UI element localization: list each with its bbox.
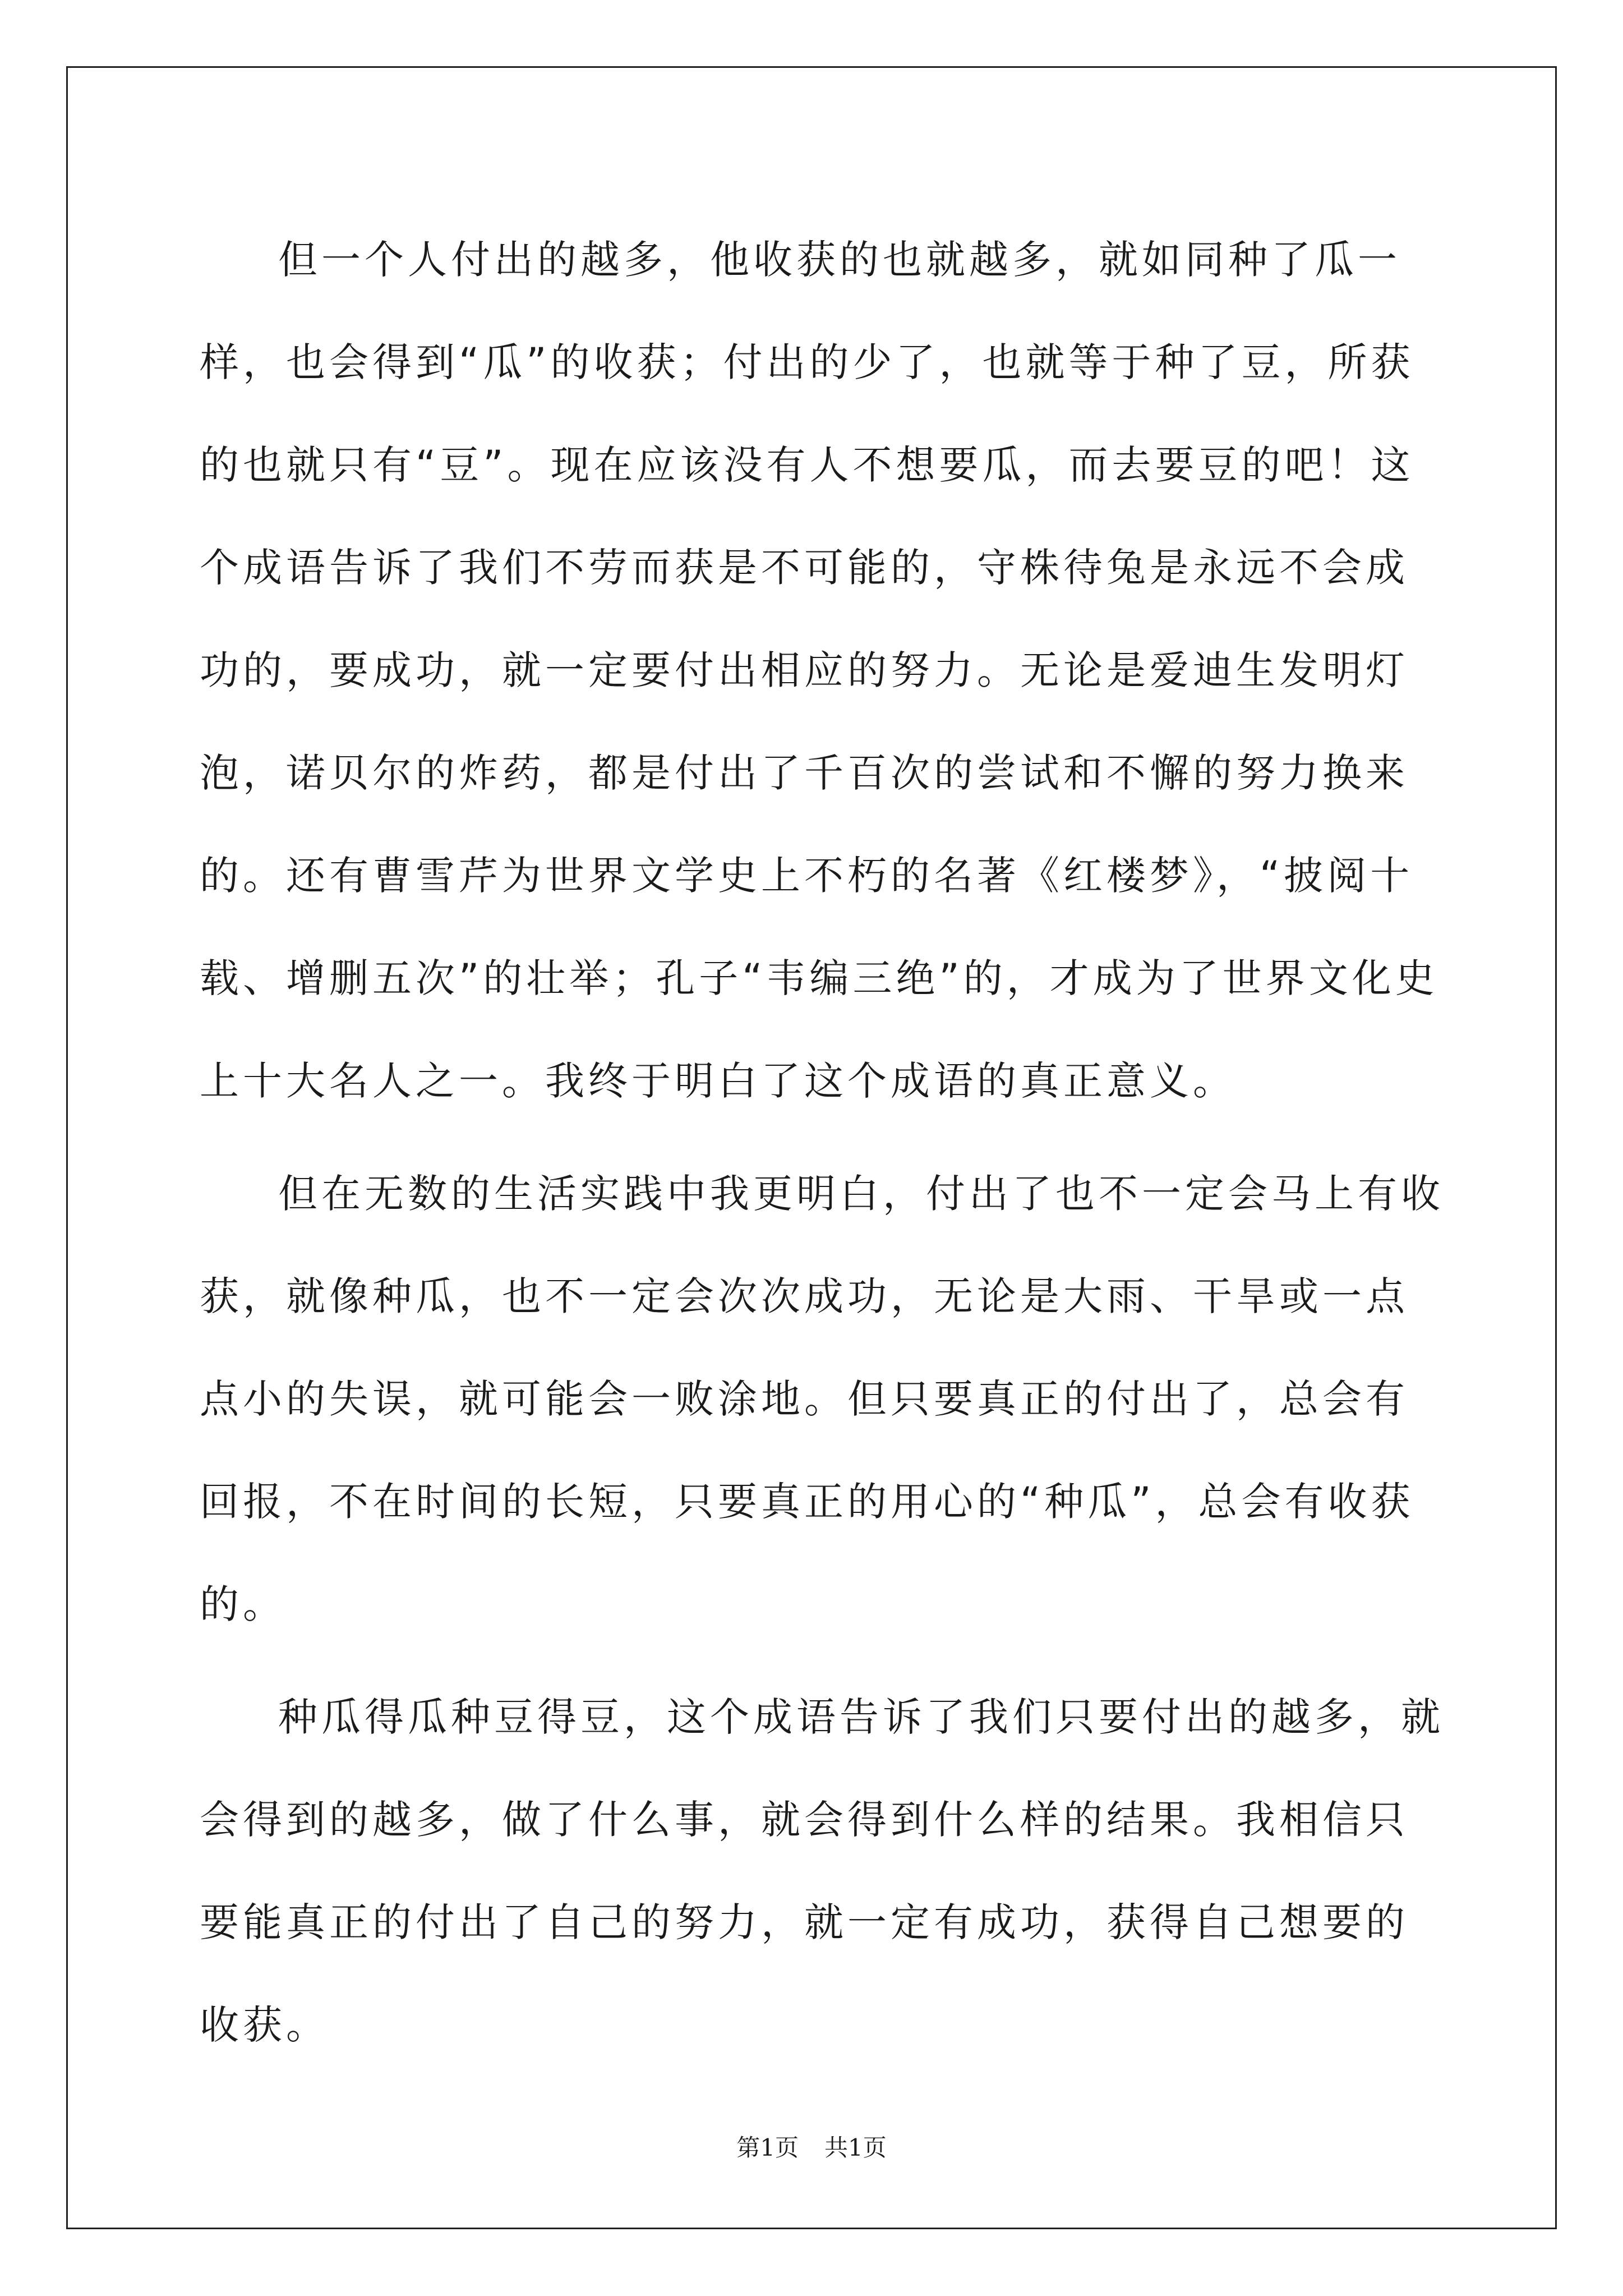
paragraph-1: 但一个人付出的越多，他收获的也就越多，就如同种了瓜一样，也会得到“瓜”的收获；付出的少了，也就等于种了豆，所获的也就只有“豆”。现在应该没有人不想要瓜，而去要豆的吧！这个成语告诉了我们不劳而获是不可能的，守株待兔是永远不会成功的，要成功，就一定要付出相应的努力。无论是爱迪生发明灯泡，诺贝尔的炸药，都是付出了千百次的尝试和不懈的努力换来的。还有曹雪芹为世界文学史上不朽的名著《红楼梦》，“披阅十载、增删五次”的壮举；孔子“韦编三绝”的，才成为了世界文化史上十大名人之一。我终于明白了这个成语的真正意义。 [200, 237, 1438, 1104]
paragraph-3: 种瓜得瓜种豆得豆，这个成语告诉了我们只要付出的越多，就会得到的越多，做了什么事，就会得到什么样的结果。我相信只要能真正的付出了自己的努力，就一定有成功，获得自己想要的收获。 [200, 1694, 1444, 2048]
page-footer [0, 2129, 1623, 2163]
paragraph-2: 但在无数的生活实践中我更明白，付出了也不一定会马上有收获，就像种瓜，也不一定会次次成功，无论是大雨、干旱或一点点小的失误，就可能会一败涂地。但只要真正的付出了，总会有回报，不在时间的长短，只要真正的用心的“种瓜”，总会有收获的。 [200, 1171, 1444, 1627]
page-number: 第1页 [736, 2134, 799, 2161]
page-total: 共1页 [824, 2134, 887, 2161]
document-body [200, 209, 1448, 2087]
